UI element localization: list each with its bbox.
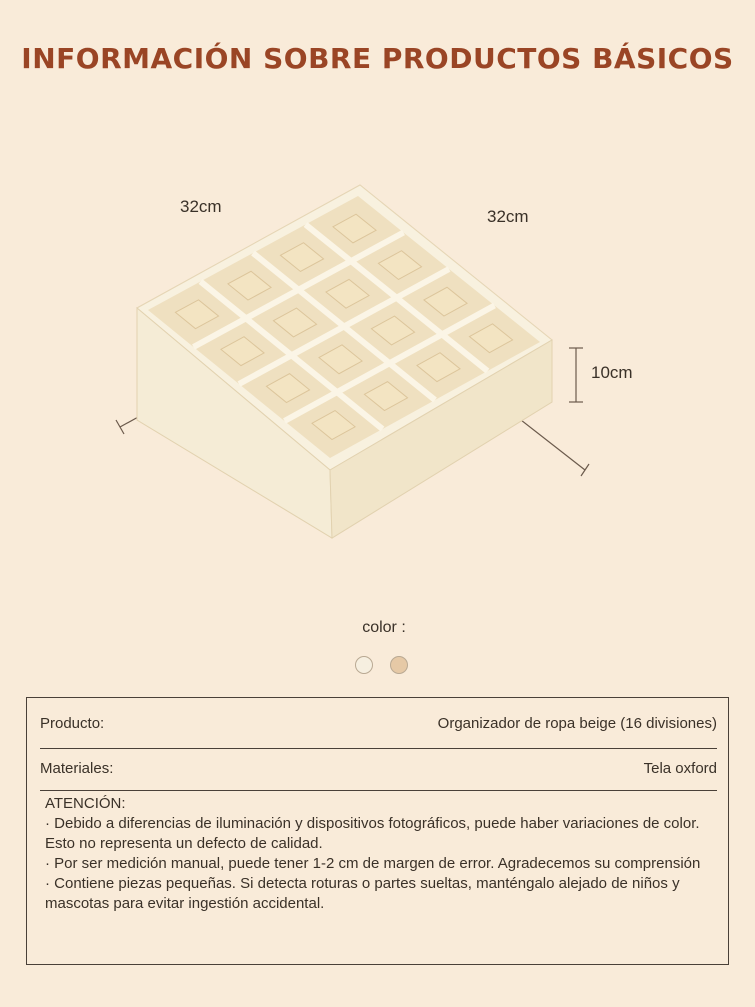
- product-value: Organizador de ropa beige (16 divisiones): [437, 715, 717, 732]
- notice-item: · Debido a diferencias de iluminación y dispositivos fotográficos, puede haber variaciones de color. Esto no representa un defecto de calidad.: [45, 815, 700, 852]
- color-label: color :: [362, 619, 406, 636]
- materials-value: Tela oxford: [643, 760, 717, 777]
- width-dimension-label: 32cm: [180, 197, 222, 216]
- height-dimension-label: 10cm: [591, 363, 633, 382]
- product-figure: [0, 140, 755, 580]
- page-title: INFORMACIÓN SOBRE PRODUCTOS BÁSICOS: [21, 42, 734, 75]
- product-info-box: [26, 697, 729, 965]
- notice-item: · Por ser medición manual, puede tener 1-2 cm de margen de error. Agradecemos su comprensión: [45, 855, 701, 872]
- color-swatch-cream[interactable]: [355, 656, 373, 674]
- materials-row: [40, 760, 717, 777]
- depth-dimension-label: 32cm: [487, 207, 529, 226]
- notice-heading: ATENCIÓN:: [45, 795, 126, 812]
- notice-item: · Contiene piezas pequeñas. Si detecta roturas o partes sueltas, manténgalo alejado de niños y mascotas para evitar ingestión accidental.: [45, 875, 680, 912]
- organizer-illustration: [0, 140, 755, 580]
- color-swatch-beige[interactable]: [390, 656, 408, 674]
- product-label: Producto:: [40, 715, 105, 732]
- materials-label: Materiales:: [40, 760, 114, 777]
- row-divider: [40, 790, 717, 791]
- product-row: [40, 715, 717, 732]
- row-divider: [40, 748, 717, 749]
- notice-section: [45, 794, 721, 914]
